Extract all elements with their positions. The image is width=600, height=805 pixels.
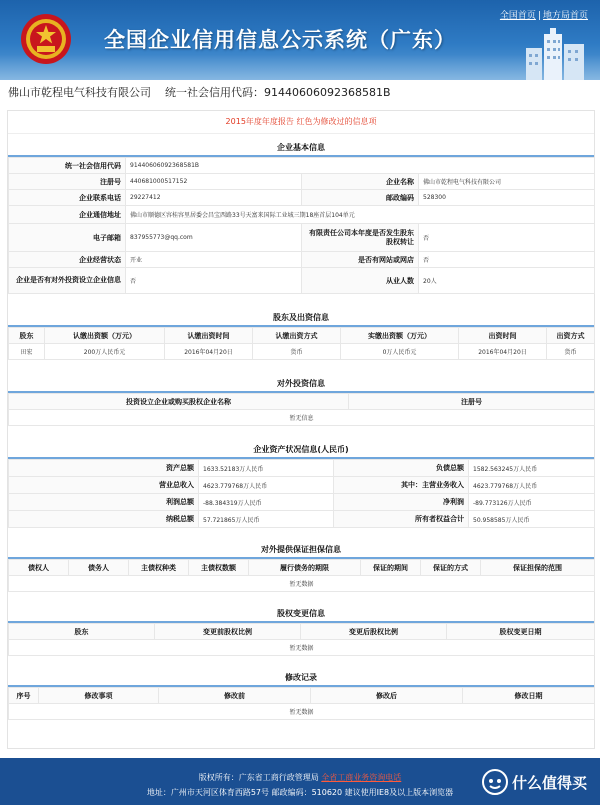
col-claim-amount: 主债权数额 <box>189 560 249 576</box>
status-label: 企业经营状态 <box>9 252 126 268</box>
col-invest-company: 投资设立企业或购买股权企业名称 <box>9 394 349 410</box>
transfer-label: 有限责任公司本年度是否发生股东股权转让 <box>302 224 419 252</box>
paid-amount: 0万人民币元 <box>341 344 459 360</box>
shareholder-name: 田宏 <box>9 344 45 360</box>
empty-message: 暂无数据 <box>9 640 595 656</box>
modification-title: 修改记录 <box>8 670 594 687</box>
website-value: 否 <box>419 252 595 268</box>
revenue-value: 4623.779768万人民币 <box>199 477 334 494</box>
empty-message: 暂无信息 <box>9 410 595 426</box>
local-home-link[interactable]: 地方局首页 <box>542 11 588 21</box>
col-date: 修改日期 <box>463 688 595 704</box>
transfer-value: 否 <box>419 224 595 252</box>
site-header <box>0 0 600 80</box>
col-shareholder: 股东 <box>9 328 45 344</box>
table-row <box>9 344 595 360</box>
annual-report <box>7 110 595 749</box>
col-subscribed-method: 认缴出资方式 <box>253 328 341 344</box>
credit-code-label: 统一社会信用代码 <box>9 158 126 174</box>
phone-label: 企业联系电话 <box>9 190 126 206</box>
col-item: 修改事项 <box>39 688 159 704</box>
report-title: 2015年度年度报告 红色为修改过的信息项 <box>8 111 594 134</box>
link-separator: | <box>537 11 541 21</box>
website-label: 是否有网站或网店 <box>302 252 419 268</box>
col-index: 序号 <box>9 688 39 704</box>
status-value: 开业 <box>126 252 302 268</box>
total-liabilities-label: 负债总额 <box>334 460 469 477</box>
reg-no-label: 注册号 <box>9 174 126 190</box>
address-value: 佛山市顺德区容桂容里居委会昌宝西路33号天富来国际工业城三期18座首层104单元 <box>126 206 595 224</box>
credit-code-label: 统一社会信用代码： <box>165 86 264 99</box>
col-subscribed-date: 认缴出资时间 <box>165 328 253 344</box>
footer-copyright: 版权所有：广东省工商行政管理局 <box>198 773 319 782</box>
net-profit-value: -89.773126万人民币 <box>469 494 595 511</box>
empty-message: 暂无数据 <box>9 704 595 720</box>
footer-hotline-link[interactable]: 全省工商业务咨询电话 <box>321 773 402 782</box>
footer-address: 地址：广州市天河区体育西路57号 邮政编码：510620 建议使用IE8及以上版本浏览器 <box>146 788 454 797</box>
col-claim-type: 主债权种类 <box>129 560 189 576</box>
shareholder-table <box>8 327 595 360</box>
empty-message: 暂无数据 <box>9 576 595 592</box>
building-icon <box>514 28 592 80</box>
subscribed-amount: 200万人民币元 <box>45 344 165 360</box>
col-debtor: 债务人 <box>69 560 129 576</box>
col-creditor: 债权人 <box>9 560 69 576</box>
guarantee-title: 对外提供保证担保信息 <box>8 542 594 559</box>
col-before-ratio: 变更前股权比例 <box>155 624 301 640</box>
company-name-value: 佛山市乾程电气科技有限公司 <box>419 174 595 190</box>
national-home-link[interactable]: 全国首页 <box>499 11 536 21</box>
col-after-ratio: 变更后股权比例 <box>301 624 447 640</box>
profit-value: -88.384319万人民币 <box>199 494 334 511</box>
col-guarantee-scope: 保证担保的范围 <box>481 560 595 576</box>
zip-value: 528300 <box>419 190 595 206</box>
equity-value: 50.958585万人民币 <box>469 511 595 528</box>
revenue-label: 营业总收入 <box>9 477 199 494</box>
assets-title: 企业资产状况信息(人民币) <box>8 442 594 459</box>
tax-label: 纳税总额 <box>9 511 199 528</box>
total-assets-label: 资产总额 <box>9 460 199 477</box>
employees-value: 20人 <box>419 268 595 294</box>
email-value: 837955773@qq.com <box>126 224 302 252</box>
col-guarantee-method: 保证的方式 <box>421 560 481 576</box>
total-assets-value: 1633.52183万人民币 <box>199 460 334 477</box>
paid-method: 货币 <box>547 344 595 360</box>
equity-label: 所有者权益合计 <box>334 511 469 528</box>
col-subscribed-amount: 认缴出资额（万元） <box>45 328 165 344</box>
main-revenue-value: 4623.779768万人民币 <box>469 477 595 494</box>
col-paid-date: 出资时间 <box>459 328 547 344</box>
shareholder-title: 股东及出资信息 <box>8 310 594 327</box>
top-links <box>500 8 588 21</box>
subscribed-method: 货币 <box>253 344 341 360</box>
col-shareholder: 股东 <box>9 624 155 640</box>
paid-date: 2016年04月20日 <box>459 344 547 360</box>
company-bar <box>0 82 600 104</box>
site-footer <box>0 758 600 805</box>
col-before: 修改前 <box>159 688 311 704</box>
col-paid-amount: 实缴出资额（万元） <box>341 328 459 344</box>
company-name: 佛山市乾程电气科技有限公司 <box>8 86 151 99</box>
col-change-date: 股权变更日期 <box>447 624 595 640</box>
email-label: 电子邮箱 <box>9 224 126 252</box>
subscribed-date: 2016年04月20日 <box>165 344 253 360</box>
watermark-text: 什么值得买 <box>512 774 588 792</box>
col-guarantee-period: 保证的期间 <box>361 560 421 576</box>
company-name-label: 企业名称 <box>302 174 419 190</box>
reg-no-value: 440681000517152 <box>126 174 302 190</box>
col-debt-term: 履行债务的期限 <box>249 560 361 576</box>
gongshang-emblem-icon <box>20 13 72 65</box>
outward-invest-table <box>8 393 595 426</box>
watermark <box>482 766 594 798</box>
profit-label: 利润总额 <box>9 494 199 511</box>
address-label: 企业通信地址 <box>9 206 126 224</box>
employees-label: 从业人数 <box>302 268 419 294</box>
basic-info-table <box>8 157 595 294</box>
net-profit-label: 净利润 <box>334 494 469 511</box>
equity-change-table <box>8 623 595 656</box>
tax-value: 57.721865万人民币 <box>199 511 334 528</box>
outward-invest-title: 对外投资信息 <box>8 376 594 393</box>
investment-value: 否 <box>126 268 302 294</box>
header-wave <box>0 54 600 80</box>
credit-code-value: 91440606092368581B <box>264 86 391 99</box>
watermark-logo-icon <box>482 769 508 795</box>
phone-value: 29227412 <box>126 190 302 206</box>
basic-info-title: 企业基本信息 <box>8 140 594 157</box>
credit-code-value: 91440606092368581B <box>126 158 595 174</box>
zip-label: 邮政编码 <box>302 190 419 206</box>
assets-table <box>8 459 595 528</box>
col-invest-reg-no: 注册号 <box>349 394 595 410</box>
modification-table <box>8 687 595 720</box>
col-paid-method: 出资方式 <box>547 328 595 344</box>
guarantee-table <box>8 559 595 592</box>
investment-label: 企业是否有对外投资设立企业信息 <box>9 268 126 294</box>
main-revenue-label: 其中：主营业务收入 <box>334 477 469 494</box>
total-liabilities-value: 1582.563245万人民币 <box>469 460 595 477</box>
col-after: 修改后 <box>311 688 463 704</box>
site-title: 全国企业信用信息公示系统（广东） <box>104 28 456 52</box>
equity-change-title: 股权变更信息 <box>8 606 594 623</box>
